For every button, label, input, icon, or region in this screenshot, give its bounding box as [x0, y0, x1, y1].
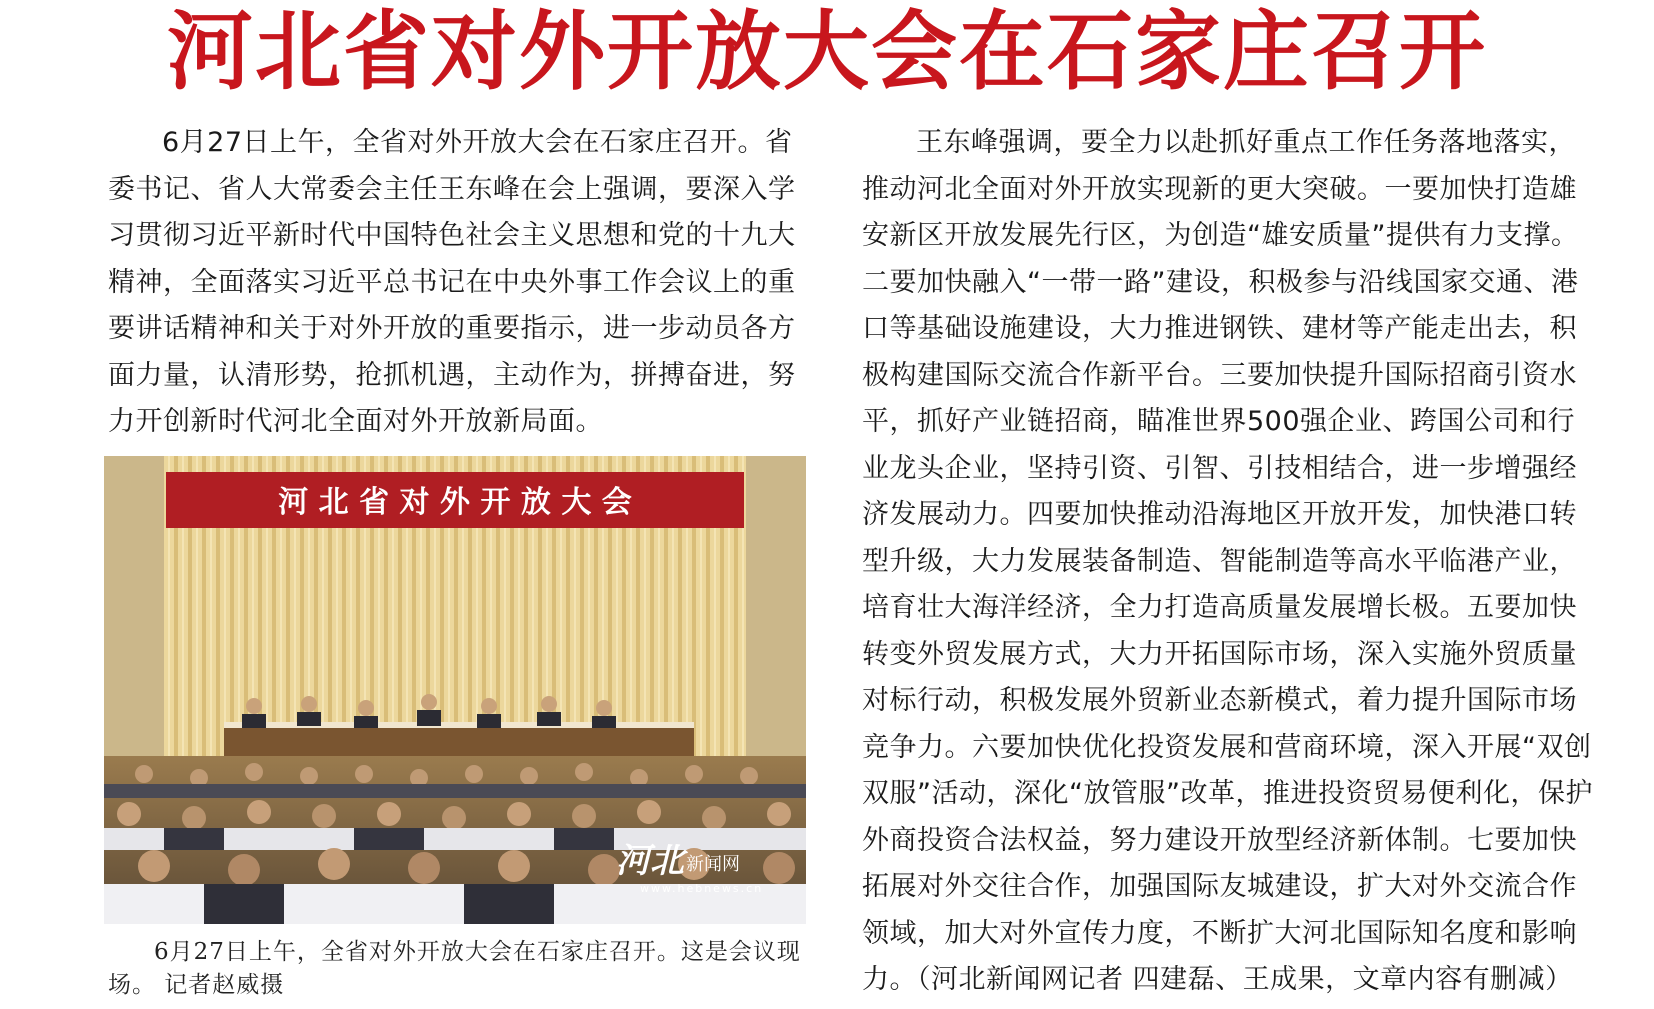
watermark-logo: 河北	[616, 841, 684, 881]
left-column	[108, 120, 808, 446]
article-headline: 河北省对外开放大会在石家庄召开	[167, 1, 1487, 102]
lead-paragraph: 6月27日上午，全省对外开放大会在石家庄召开。省委书记、省人大常委会主任王东峰在会上强调，要深入学习贯彻习近平新时代中国特色社会主义思想和党的十九大精神，全面落实习近平总书记在中央外事工作会议上的重要讲话精神和关于对外开放的重要指示，进一步动员各方面力量，认清形势，抢抓机遇，主动作为，拼搏奋进，努力开创新时代河北全面对外开放新局面。	[108, 127, 796, 437]
watermark-text: 新闻网	[686, 854, 740, 875]
banner-text: 河 北 省 对 外 开 放 大 会	[278, 485, 632, 520]
conference-photo-illustration	[104, 456, 806, 924]
photo-caption: 6月27日上午，全省对外开放大会在石家庄召开。这是会议现场。 记者赵威摄	[108, 939, 801, 998]
watermark-url: www.hebnews.cn	[640, 882, 764, 895]
conference-photo	[104, 456, 806, 924]
body-paragraph: 王东峰强调，要全力以赴抓好重点工作任务落地落实，推动河北全面对外开放实现新的更大突破。一要加快打造雄安新区开放发展先行区，为创造“雄安质量”提供有力支撑。二要加快融入“一带一路”建设，积极参与沿线国家交通、港口等基础设施建设，大力推进钢铁、建材等产能走出去，积极构建国际交流合作新平台。三要加快提升国际招商引资水平，抓好产业链招商，瞄准世界500强企业、跨国公司和行业龙头企业，坚持引资、引智、引技相结合，进一步增强经济发展动力。四要加快推动沿海地区开放开发，加快港口转型升级，大力发展装备制造、智能制造等高水平临港产业，培育壮大海洋经济，全力打造高质量发展增长极。五要加快转变外贸发展方式，大力开拓国际市场，深入实施外贸质量对标行动，积极发展外贸新业态新模式，着力提升国际市场竞争力。六要加快优化投资发展和营商环境，深入开展“双创双服”活动，深化“放管服”改革，推进投资贸易便利化，保护外商投资合法权益，努力建设开放型经济新体制。七要加快拓展对外交往合作，加强国际友城建设，扩大对外交流合作领域，加大对外宣传力度，不断扩大河北国际知名度和影响力。（河北新闻网记者 四建磊、王成果，文章内容有删减）	[862, 127, 1593, 995]
right-column	[862, 120, 1597, 1004]
